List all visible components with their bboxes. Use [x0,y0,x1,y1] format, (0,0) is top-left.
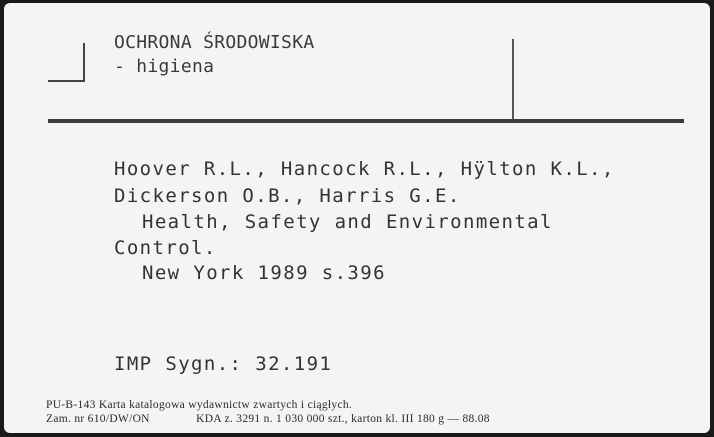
subject-subheading: - higiena [114,56,215,77]
header-vertical-rule [512,39,514,121]
corner-mark-vertical [83,43,85,81]
imprint-line: New York 1989 s.396 [142,262,386,284]
call-number [114,353,332,375]
title-line-2: Control. [114,237,217,259]
call-number-label: IMP Sygn.: [114,353,243,375]
footer-print-info: KDA z. 3291 n. 1 030 000 szt., karton kl. III 180 g — 88.08 [196,413,490,425]
catalog-card [4,3,710,433]
authors-line-1: Hoover R.L., Hancock R.L., Hÿlton K.L., [114,158,615,180]
footer-line-1: PU-B-143 Karta katalogowa wydawnictw zwartych i ciągłych. [46,399,353,411]
corner-mark-horizontal [48,80,85,82]
footer-order-number: Zam. nr 610/DW/ON [46,413,150,425]
subject-heading: OCHRONA ŚRODOWISKA [114,32,315,53]
call-number-value: 32.191 [255,353,333,375]
authors-line-2: Dickerson O.B., Harris G.E. [114,185,461,207]
header-horizontal-rule [48,119,684,123]
title-line-1: Health, Safety and Environmental [142,211,553,233]
footer-line-2 [46,413,490,425]
